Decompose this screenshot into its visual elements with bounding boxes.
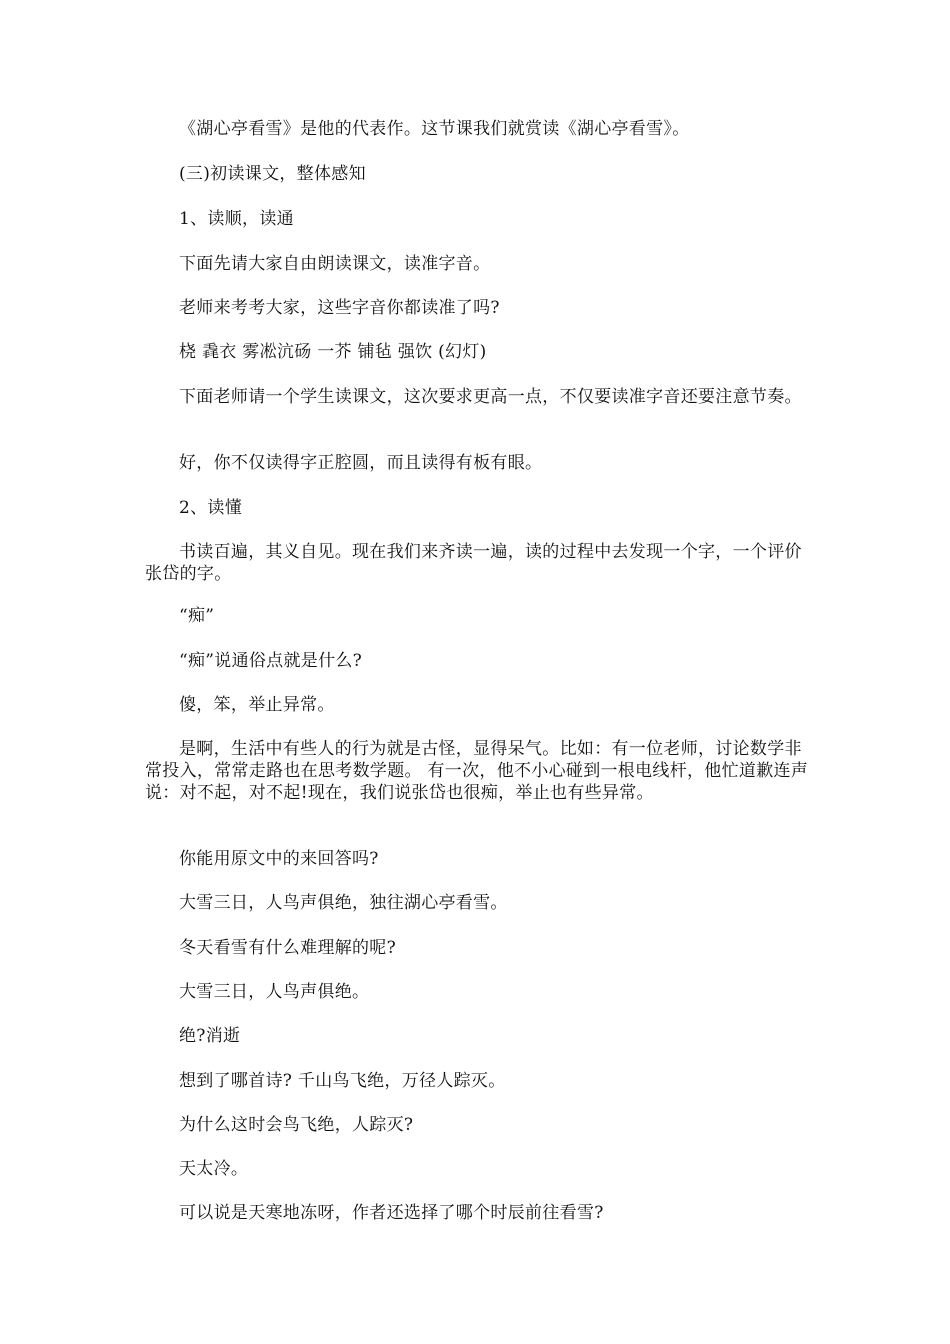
paragraph: 想到了哪首诗? 千山鸟飞绝，万径人踪灭。 — [179, 1071, 506, 1091]
paragraph: 老师来考考大家，这些字音你都读准了吗? — [179, 298, 500, 318]
paragraph: 是啊，生活中有些人的行为就是古怪，显得呆气。比如：有一位老师，讨论数学非常投入，常常走路也在思考数学题。 有一次，他不小心碰到一根电线杆，他忙道歉连声说：对不起，对不起!现在，我们说张岱也很痴，举止也有些异常。 — [145, 739, 809, 803]
paragraph: 下面老师请一个学生读课文，这次要求更高一点，不仅要读准字音还要注意节奏。 — [179, 387, 802, 407]
paragraph: 冬天看雪有什么难理解的呢? — [179, 938, 397, 958]
paragraph: 可以说是天寒地冻呀，作者还选择了哪个时辰前往看雪? — [179, 1203, 604, 1223]
subheading-1: 1、读顺，读通 — [179, 209, 294, 229]
section-heading-3: (三)初读课文，整体感知 — [179, 164, 366, 184]
subheading-2: 2、读懂 — [179, 498, 243, 518]
paragraph: 好，你不仅读得字正腔圆，而且读得有板有眼。 — [179, 453, 543, 473]
paragraph: 你能用原文中的来回答吗? — [179, 849, 379, 869]
paragraph: 傻，笨，举止异常。 — [179, 695, 335, 715]
paragraph: “痴” — [179, 606, 215, 626]
paragraph: “痴”说通俗点就是什么? — [179, 651, 363, 671]
paragraph: 下面先请大家自由朗读课文，读准字音。 — [179, 254, 491, 274]
paragraph: 绝?消逝 — [179, 1026, 241, 1046]
vocabulary-line: 桡 毳衣 雾凇沆砀 一芥 铺毡 强饮 (幻灯) — [179, 342, 487, 362]
paragraph-intro: 《湖心亭看雪》是他的代表作。这节课我们就赏读《湖心亭看雪》。 — [179, 119, 690, 139]
paragraph: 天太冷。 — [179, 1159, 249, 1179]
paragraph: 书读百遍，其义自见。现在我们来齐读一遍，读的过程中去发现一个字，一个评价张岱的字。 — [145, 542, 802, 584]
paragraph: 大雪三日，人鸟声俱绝。 — [179, 982, 370, 1002]
paragraph: 为什么这时会鸟飞绝，人踪灭? — [179, 1115, 414, 1135]
paragraph: 大雪三日，人鸟声俱绝，独往湖心亭看雪。 — [179, 893, 508, 913]
